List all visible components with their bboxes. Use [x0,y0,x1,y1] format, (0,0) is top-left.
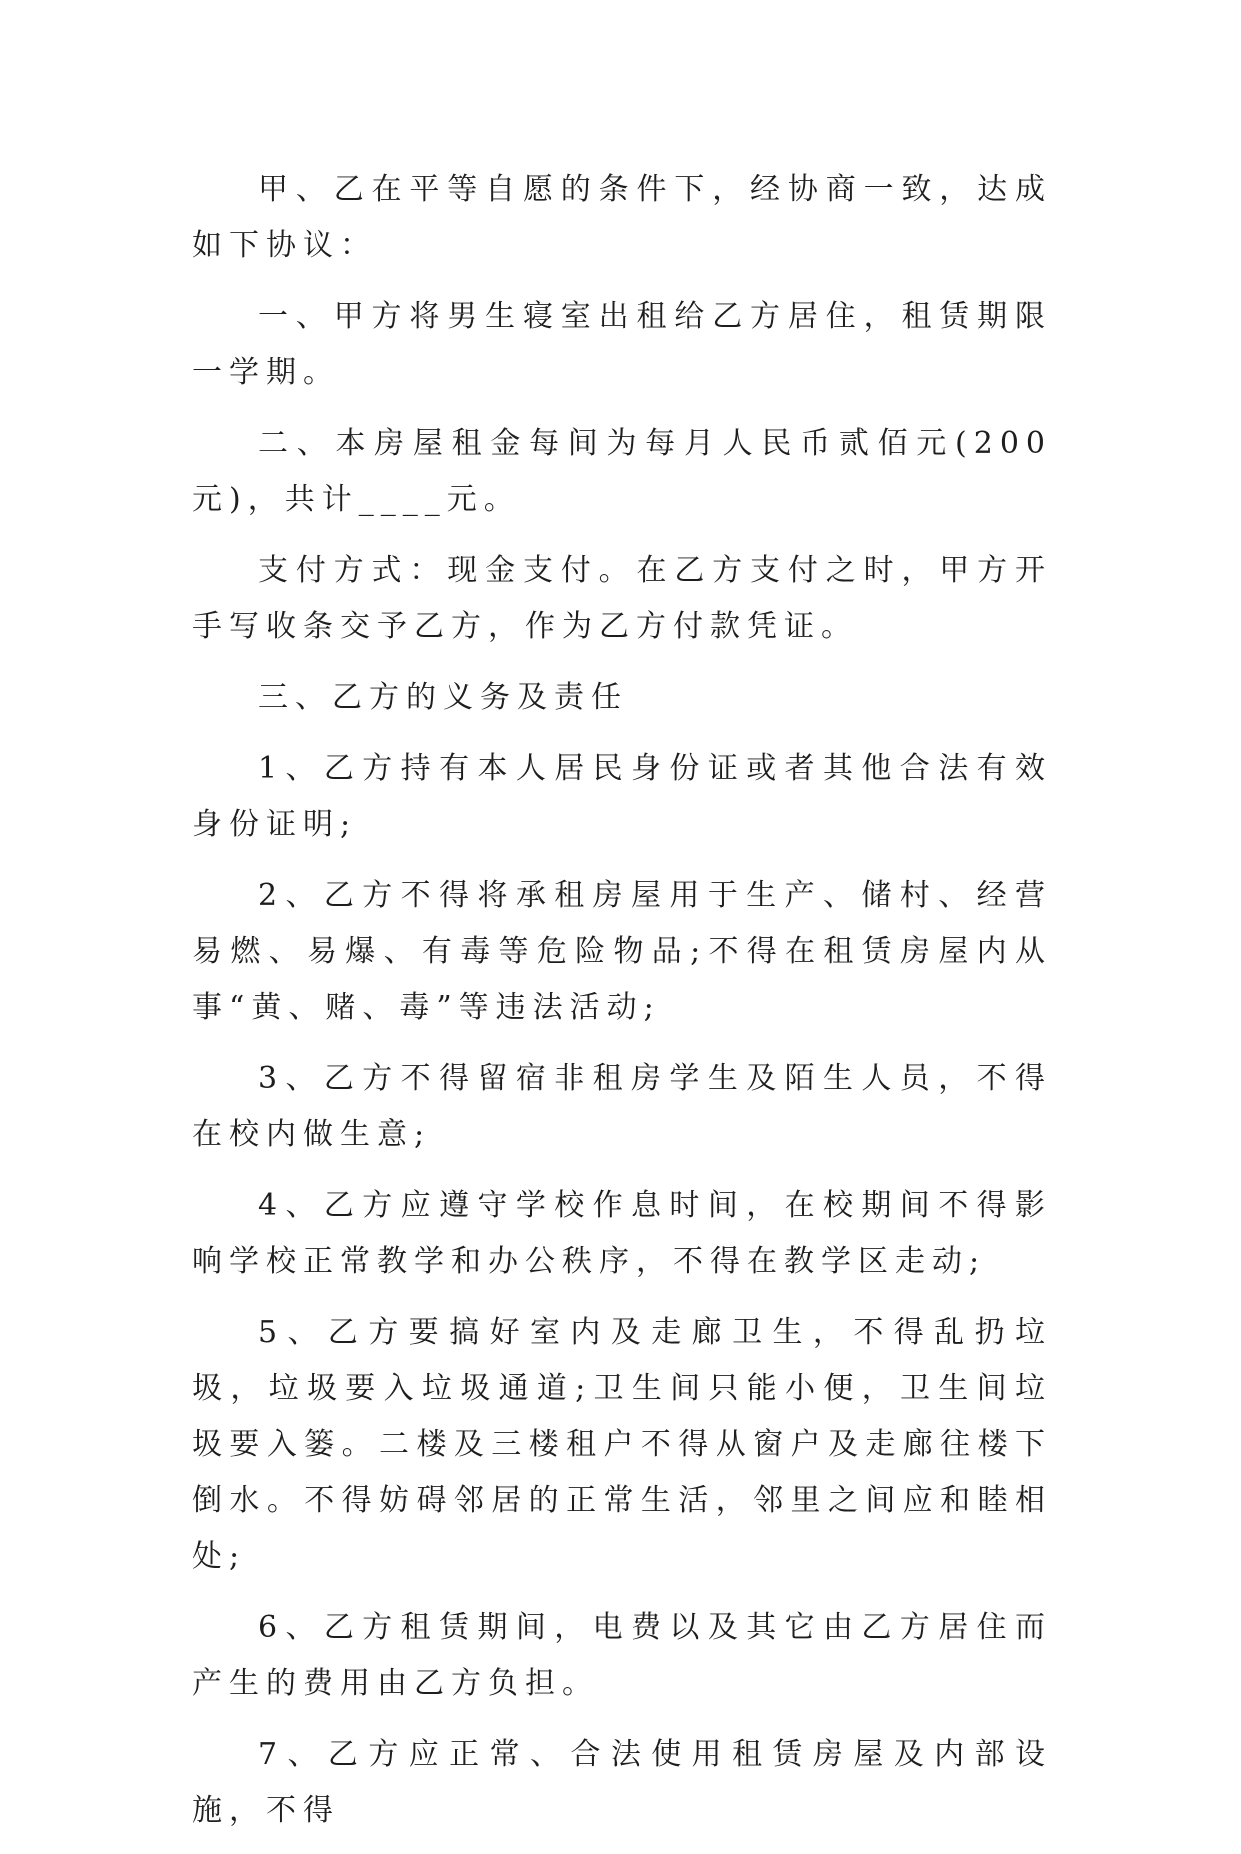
paragraph-agreement-intro: 甲、乙在平等自愿的条件下，经协商一致，达成如下协议： [192,172,1052,263]
paragraph-payment-method: 支付方式：现金支付。在乙方支付之时，甲方开手写收条交予乙方，作为乙方付款凭证。 [192,553,1052,644]
paragraph-duty-3: 3、乙方不得留宿非租房学生及陌生人员，不得在校内做生意; [192,1061,1052,1152]
paragraph-clause-2-rent: 二、本房屋租金每间为每月人民币贰佰元(200元)，共计____元。 [192,426,1052,517]
paragraph-duty-5: 5、乙方要搞好室内及走廊卫生，不得乱扔垃圾，垃圾要入垃圾通道;卫生间只能小便，卫生间垃圾要入篓。二楼及三楼租户不得从窗户及走廊往楼下倒水。不得妨碍邻居的正常生活，邻里之间应和睦相处; [192,1315,1052,1574]
paragraph-duty-7: 7、乙方应正常、合法使用租赁房屋及内部设施，不得 [192,1737,1052,1828]
paragraph-duty-6: 6、乙方租赁期间，电费以及其它由乙方居住而产生的费用由乙方负担。 [192,1610,1052,1701]
paragraph-duty-2: 2、乙方不得将承租房屋用于生产、储村、经营易燃、易爆、有毒等危险物品;不得在租赁房屋内从事“黄、赌、毒”等违法活动; [192,878,1052,1025]
document-body [192,162,1052,1854]
paragraph-clause-1-lease: 一、甲方将男生寝室出租给乙方居住，租赁期限一学期。 [192,299,1052,390]
paragraph-duty-1: 1、乙方持有本人居民身份证或者其他合法有效身份证明; [192,751,1052,842]
paragraph-duty-4: 4、乙方应遵守学校作息时间，在校期间不得影响学校正常教学和办公秩序，不得在教学区走动; [192,1188,1052,1279]
paragraph-clause-3-heading: 三、乙方的义务及责任 [258,680,628,715]
